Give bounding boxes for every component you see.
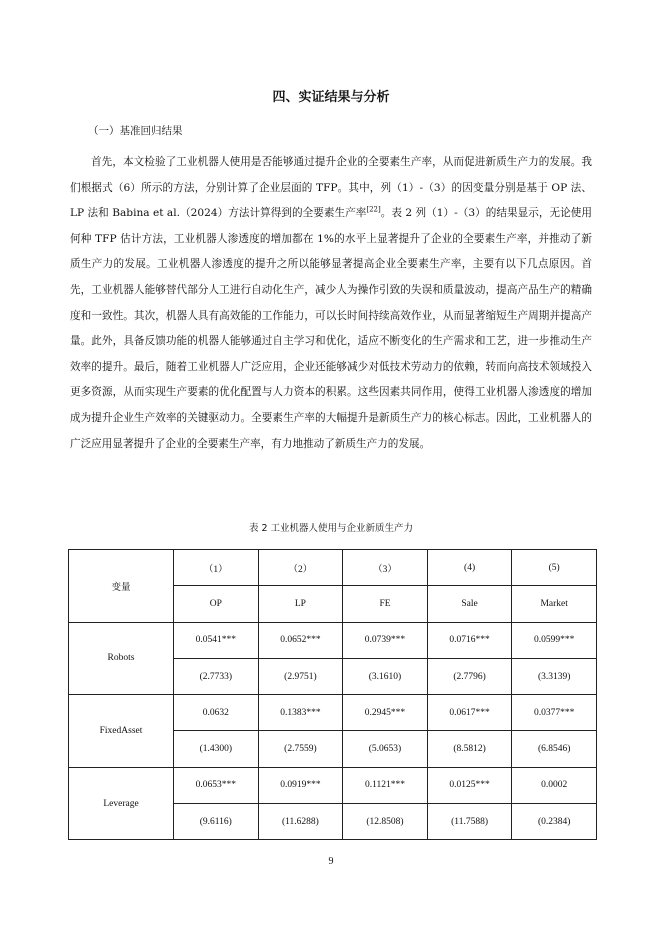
table-header-row-numbers: [69, 550, 597, 586]
header-variable-cell: 变量: [69, 550, 174, 623]
coef-cell: 0.2945***: [343, 695, 428, 731]
tstat-cell: (9.6116): [174, 804, 259, 840]
subsection-title: （一）基准回归结果: [88, 125, 183, 137]
paragraph-text-2: 。表 2 列（1）-（3）的结果显示，无论使用何种 TFP 估计方法，工业机器人渗透度的增加都在 1%的水平上显著提升了企业的全要素生产率，并推动了新质生产力的发展。工业机器人渗透度的提升之所以能够显著提高企业全要素生产率，主要有以下几点原因。首先，工业机器人能够替代部分人工进行自动化生产，减少人为操作引致的失误和质量波动，提高产品生产的精确度和一致性。其次，机器人具有高效能的工作能力，可以长时间持续高效作业，从而显著缩短生产周期并提高产量。此外，具备反馈功能的机器人能够通过自主学习和优化，适应不断变化的生产需求和工艺，进一步推动生产效率的提升。最后，随着工业机器人广泛应用，企业还能够减少对低技术劳动力的依赖，转而向高技术领域投入更多资源，从而实现生产要素的优化配置与人力资本的积累。这些因素共同作用，使得工业机器人渗透度的增加成为提升企业生产效率的关键驱动力。全要素生产率的大幅提升是新质生产力的核心标志。因此，工业机器人的广泛应用显著提升了企业的全要素生产率，有力地推动了新质生产力的发展。: [70, 207, 592, 450]
coef-cell: 0.0377***: [512, 695, 597, 731]
coef-cell: 0.0125***: [427, 767, 512, 803]
regression-table: [68, 549, 597, 840]
column-name: FE: [343, 586, 428, 622]
column-name: Sale: [427, 586, 512, 622]
coef-cell: 0.1121***: [343, 767, 428, 803]
coef-cell: 0.0002: [512, 767, 597, 803]
tstat-cell: (3.3139): [512, 658, 597, 694]
citation-ref[interactable]: [22]: [366, 205, 381, 214]
tstat-cell: (0.2384): [512, 804, 597, 840]
column-name: LP: [258, 586, 343, 622]
paragraph-text-1: 首先，本文检验了工业机器人使用是否能够通过提升企业的全要素生产率，从而促进新质生产力的发展。我们根据式（6）所示的方法，分别计算了企业层面的 TFP。其中，列（1）-（3）的因变量分别是基于 OP 法、LP 法和 Babina et al.（2024）方法计算得到的全要素生产率: [70, 156, 592, 220]
tstat-cell: (2.7796): [427, 658, 512, 694]
coef-cell: 0.0617***: [427, 695, 512, 731]
variable-name-cell: FixedAsset: [69, 695, 174, 768]
table-row-coef: [69, 767, 597, 803]
column-number: （1）: [174, 550, 259, 586]
coef-cell: 0.0599***: [512, 622, 597, 658]
column-name: OP: [174, 586, 259, 622]
column-number: （3）: [343, 550, 428, 586]
column-number: （2）: [258, 550, 343, 586]
coef-cell: 0.0652***: [258, 622, 343, 658]
tstat-cell: (6.8546): [512, 731, 597, 767]
variable-name-cell: Leverage: [69, 767, 174, 840]
table-row-coef: [69, 695, 597, 731]
table-row-coef: [69, 622, 597, 658]
column-name: Market: [512, 586, 597, 622]
coef-cell: 0.0541***: [174, 622, 259, 658]
tstat-cell: (2.7559): [258, 731, 343, 767]
coef-cell: 0.0739***: [343, 622, 428, 658]
tstat-cell: (11.6288): [258, 804, 343, 840]
tstat-cell: (2.9751): [258, 658, 343, 694]
page-number: 9: [328, 856, 334, 867]
table-caption: 表 2 工业机器人使用与企业新质生产力: [248, 523, 414, 534]
column-number: (4): [427, 550, 512, 586]
coef-cell: 0.0919***: [258, 767, 343, 803]
column-number: (5): [512, 550, 597, 586]
tstat-cell: (1.4300): [174, 731, 259, 767]
body-paragraph: [70, 150, 592, 457]
coef-cell: 0.0632: [174, 695, 259, 731]
section-title: 四、实证结果与分析: [272, 90, 390, 105]
tstat-cell: (11.7588): [427, 804, 512, 840]
tstat-cell: (12.8508): [343, 804, 428, 840]
tstat-cell: (5.0653): [343, 731, 428, 767]
coef-cell: 0.0716***: [427, 622, 512, 658]
coef-cell: 0.0653***: [174, 767, 259, 803]
coef-cell: 0.1383***: [258, 695, 343, 731]
variable-name-cell: Robots: [69, 622, 174, 695]
tstat-cell: (2.7733): [174, 658, 259, 694]
tstat-cell: (8.5812): [427, 731, 512, 767]
tstat-cell: (3.1610): [343, 658, 428, 694]
